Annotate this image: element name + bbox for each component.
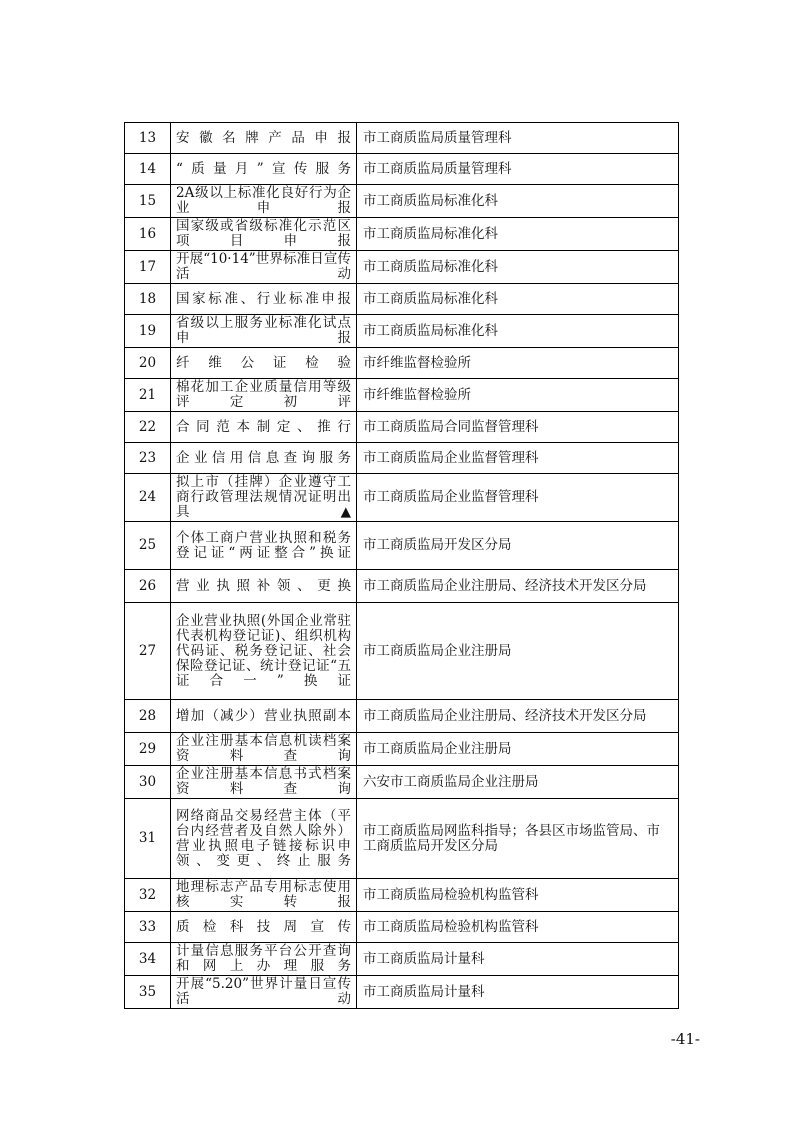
service-item: 国家标准、行业标准申报 bbox=[171, 284, 357, 315]
row-number: 14 bbox=[125, 154, 171, 185]
responsible-unit: 市工商质监局质量管理科 bbox=[357, 154, 679, 185]
row-number: 17 bbox=[125, 251, 171, 284]
table-row bbox=[125, 443, 679, 474]
service-item: 省级以上服务业标准化试点申报 bbox=[171, 315, 357, 348]
table-row bbox=[125, 522, 679, 570]
responsible-unit: 市工商质监局标准化科 bbox=[357, 284, 679, 315]
table-row bbox=[125, 879, 679, 912]
service-item: 计量信息服务平台公开查询和网上办理服务 bbox=[171, 943, 357, 976]
service-item: 增加（减少）营业执照副本 bbox=[171, 700, 357, 733]
table-row bbox=[125, 412, 679, 443]
responsible-unit: 市工商质监局标准化科 bbox=[357, 315, 679, 348]
row-number: 24 bbox=[125, 474, 171, 522]
service-item: 2A级以上标准化良好行为企业申报 bbox=[171, 185, 357, 218]
responsible-unit: 六安市工商质监局企业注册局 bbox=[357, 766, 679, 799]
table-row bbox=[125, 379, 679, 412]
responsible-unit: 市工商质监局合同监督管理科 bbox=[357, 412, 679, 443]
responsible-unit: 市工商质监局企业注册局 bbox=[357, 733, 679, 766]
table-row bbox=[125, 603, 679, 700]
row-number: 13 bbox=[125, 123, 171, 154]
service-item: 地理标志产品专用标志使用核实转报 bbox=[171, 879, 357, 912]
table-row bbox=[125, 251, 679, 284]
row-number: 19 bbox=[125, 315, 171, 348]
table-row bbox=[125, 284, 679, 315]
service-item: 拟上市（挂牌）企业遵守工商行政管理法规情况证明出具▲ bbox=[171, 474, 357, 522]
service-item: 企业信用信息查询服务 bbox=[171, 443, 357, 474]
responsible-unit: 市工商质监局企业注册局 bbox=[357, 603, 679, 700]
service-item: 企业注册基本信息书式档案资料查询 bbox=[171, 766, 357, 799]
table-row bbox=[125, 348, 679, 379]
row-number: 32 bbox=[125, 879, 171, 912]
service-item: 开展“5.20”世界计量日宣传活动 bbox=[171, 976, 357, 1009]
page-number: -41- bbox=[670, 1030, 700, 1048]
table-row bbox=[125, 766, 679, 799]
service-item: 个体工商户营业执照和税务登记证“两证整合”换证 bbox=[171, 522, 357, 570]
service-item: 企业营业执照(外国企业常驻代表机构登记证)、组织机构代码证、税务登记证、社会保险登记证、统计登记证“五证合一”换证 bbox=[171, 603, 357, 700]
service-item: 棉花加工企业质量信用等级评定初评 bbox=[171, 379, 357, 412]
row-number: 21 bbox=[125, 379, 171, 412]
responsible-unit: 市工商质监局标准化科 bbox=[357, 218, 679, 251]
service-item: 纤维公证检验 bbox=[171, 348, 357, 379]
row-number: 23 bbox=[125, 443, 171, 474]
service-item: 企业注册基本信息机读档案资料查询 bbox=[171, 733, 357, 766]
responsible-unit: 市工商质监局开发区分局 bbox=[357, 522, 679, 570]
table-row bbox=[125, 733, 679, 766]
service-item: 国家级或省级标准化示范区项目申报 bbox=[171, 218, 357, 251]
responsible-unit: 市工商质监局网监科指导；各县区市场监管局、市工商质监局开发区分局 bbox=[357, 799, 679, 879]
row-number: 16 bbox=[125, 218, 171, 251]
row-number: 15 bbox=[125, 185, 171, 218]
responsible-unit: 市工商质监局检验机构监管科 bbox=[357, 912, 679, 943]
row-number: 28 bbox=[125, 700, 171, 733]
table-row bbox=[125, 315, 679, 348]
service-item: 营业执照补领、更换 bbox=[171, 570, 357, 603]
responsible-unit: 市工商质监局计量科 bbox=[357, 976, 679, 1009]
responsible-unit: 市工商质监局企业注册局、经济技术开发区分局 bbox=[357, 700, 679, 733]
table-row bbox=[125, 700, 679, 733]
service-table bbox=[124, 122, 679, 1009]
row-number: 30 bbox=[125, 766, 171, 799]
responsible-unit: 市工商质监局质量管理科 bbox=[357, 123, 679, 154]
row-number: 33 bbox=[125, 912, 171, 943]
row-number: 34 bbox=[125, 943, 171, 976]
responsible-unit: 市工商质监局标准化科 bbox=[357, 185, 679, 218]
responsible-unit: 市工商质监局计量科 bbox=[357, 943, 679, 976]
table-row bbox=[125, 912, 679, 943]
service-item: 开展“10·14”世界标准日宣传活动 bbox=[171, 251, 357, 284]
table-row bbox=[125, 218, 679, 251]
row-number: 35 bbox=[125, 976, 171, 1009]
responsible-unit: 市工商质监局企业注册局、经济技术开发区分局 bbox=[357, 570, 679, 603]
table-row bbox=[125, 976, 679, 1009]
row-number: 29 bbox=[125, 733, 171, 766]
row-number: 20 bbox=[125, 348, 171, 379]
responsible-unit: 市工商质监局检验机构监管科 bbox=[357, 879, 679, 912]
table-row bbox=[125, 185, 679, 218]
responsible-unit: 市纤维监督检验所 bbox=[357, 379, 679, 412]
responsible-unit: 市工商质监局企业监督管理科 bbox=[357, 443, 679, 474]
table-row bbox=[125, 943, 679, 976]
service-item: 网络商品交易经营主体（平台内经营者及自然人除外）营业执照电子链接标识申领、变更、终止服务 bbox=[171, 799, 357, 879]
responsible-unit: 市工商质监局标准化科 bbox=[357, 251, 679, 284]
row-number: 31 bbox=[125, 799, 171, 879]
responsible-unit: 市工商质监局企业监督管理科 bbox=[357, 474, 679, 522]
service-item: 安徽名牌产品申报 bbox=[171, 123, 357, 154]
table-row bbox=[125, 123, 679, 154]
service-item: “质量月”宣传服务 bbox=[171, 154, 357, 185]
table-row bbox=[125, 474, 679, 522]
service-item: 合同范本制定、推行 bbox=[171, 412, 357, 443]
row-number: 18 bbox=[125, 284, 171, 315]
row-number: 26 bbox=[125, 570, 171, 603]
service-item: 质检科技周宣传 bbox=[171, 912, 357, 943]
row-number: 27 bbox=[125, 603, 171, 700]
row-number: 22 bbox=[125, 412, 171, 443]
table-row bbox=[125, 799, 679, 879]
responsible-unit: 市纤维监督检验所 bbox=[357, 348, 679, 379]
row-number: 25 bbox=[125, 522, 171, 570]
table-row bbox=[125, 154, 679, 185]
table-row bbox=[125, 570, 679, 603]
